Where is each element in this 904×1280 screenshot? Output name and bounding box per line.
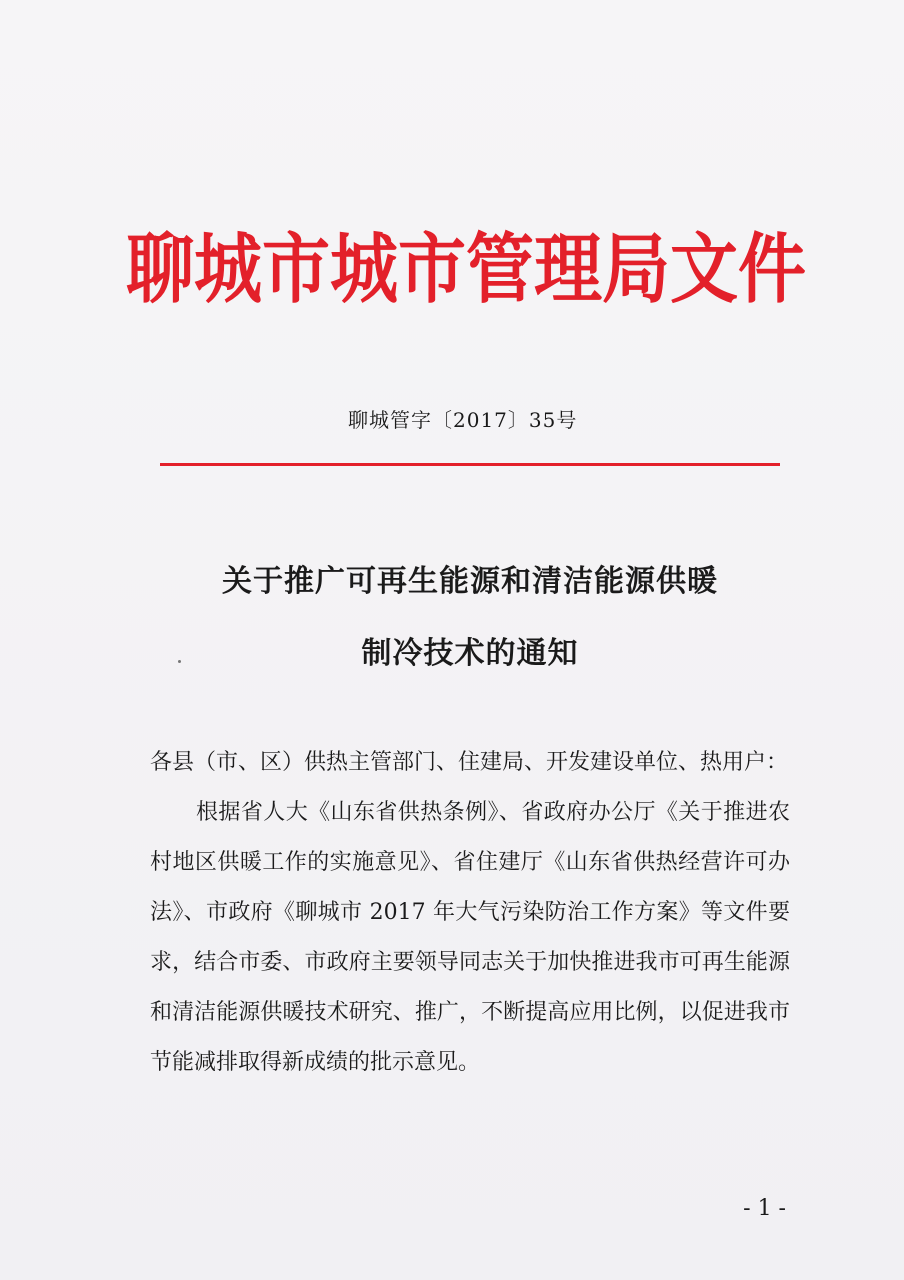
page-number: - 1 - bbox=[743, 1196, 786, 1221]
red-separator-line bbox=[160, 463, 780, 466]
salutation: 各县（市、区）供热主管部门、住建局、开发建设单位、热用户： bbox=[150, 750, 789, 775]
notice-title-line2: 制冷技术的通知 bbox=[361, 636, 579, 671]
letterhead-title: 聊城市城市管理局文件 bbox=[126, 224, 807, 315]
document-body bbox=[150, 738, 790, 1088]
scan-speck bbox=[178, 660, 181, 663]
notice-title-line1: 关于推广可再生能源和清洁能源供暖 bbox=[222, 564, 718, 599]
document-number: 聊城管字〔2017〕35号 bbox=[348, 408, 578, 432]
body-paragraph: 根据省人大《山东省供热条例》、省政府办公厅《关于推进农村地区供暖工作的实施意见》、省住建厅《山东省供热经营许可办法》、市政府《聊城市 2017 年大气污染防治工作方案》等文件要求，结合市委、市政府主要领导同志关于加快推进我市可再生能源和清洁能源供暖技术研究、推广，不断提高应用比例，以促进我市节能减排取得新成绩的批示意见。 bbox=[150, 800, 790, 1075]
